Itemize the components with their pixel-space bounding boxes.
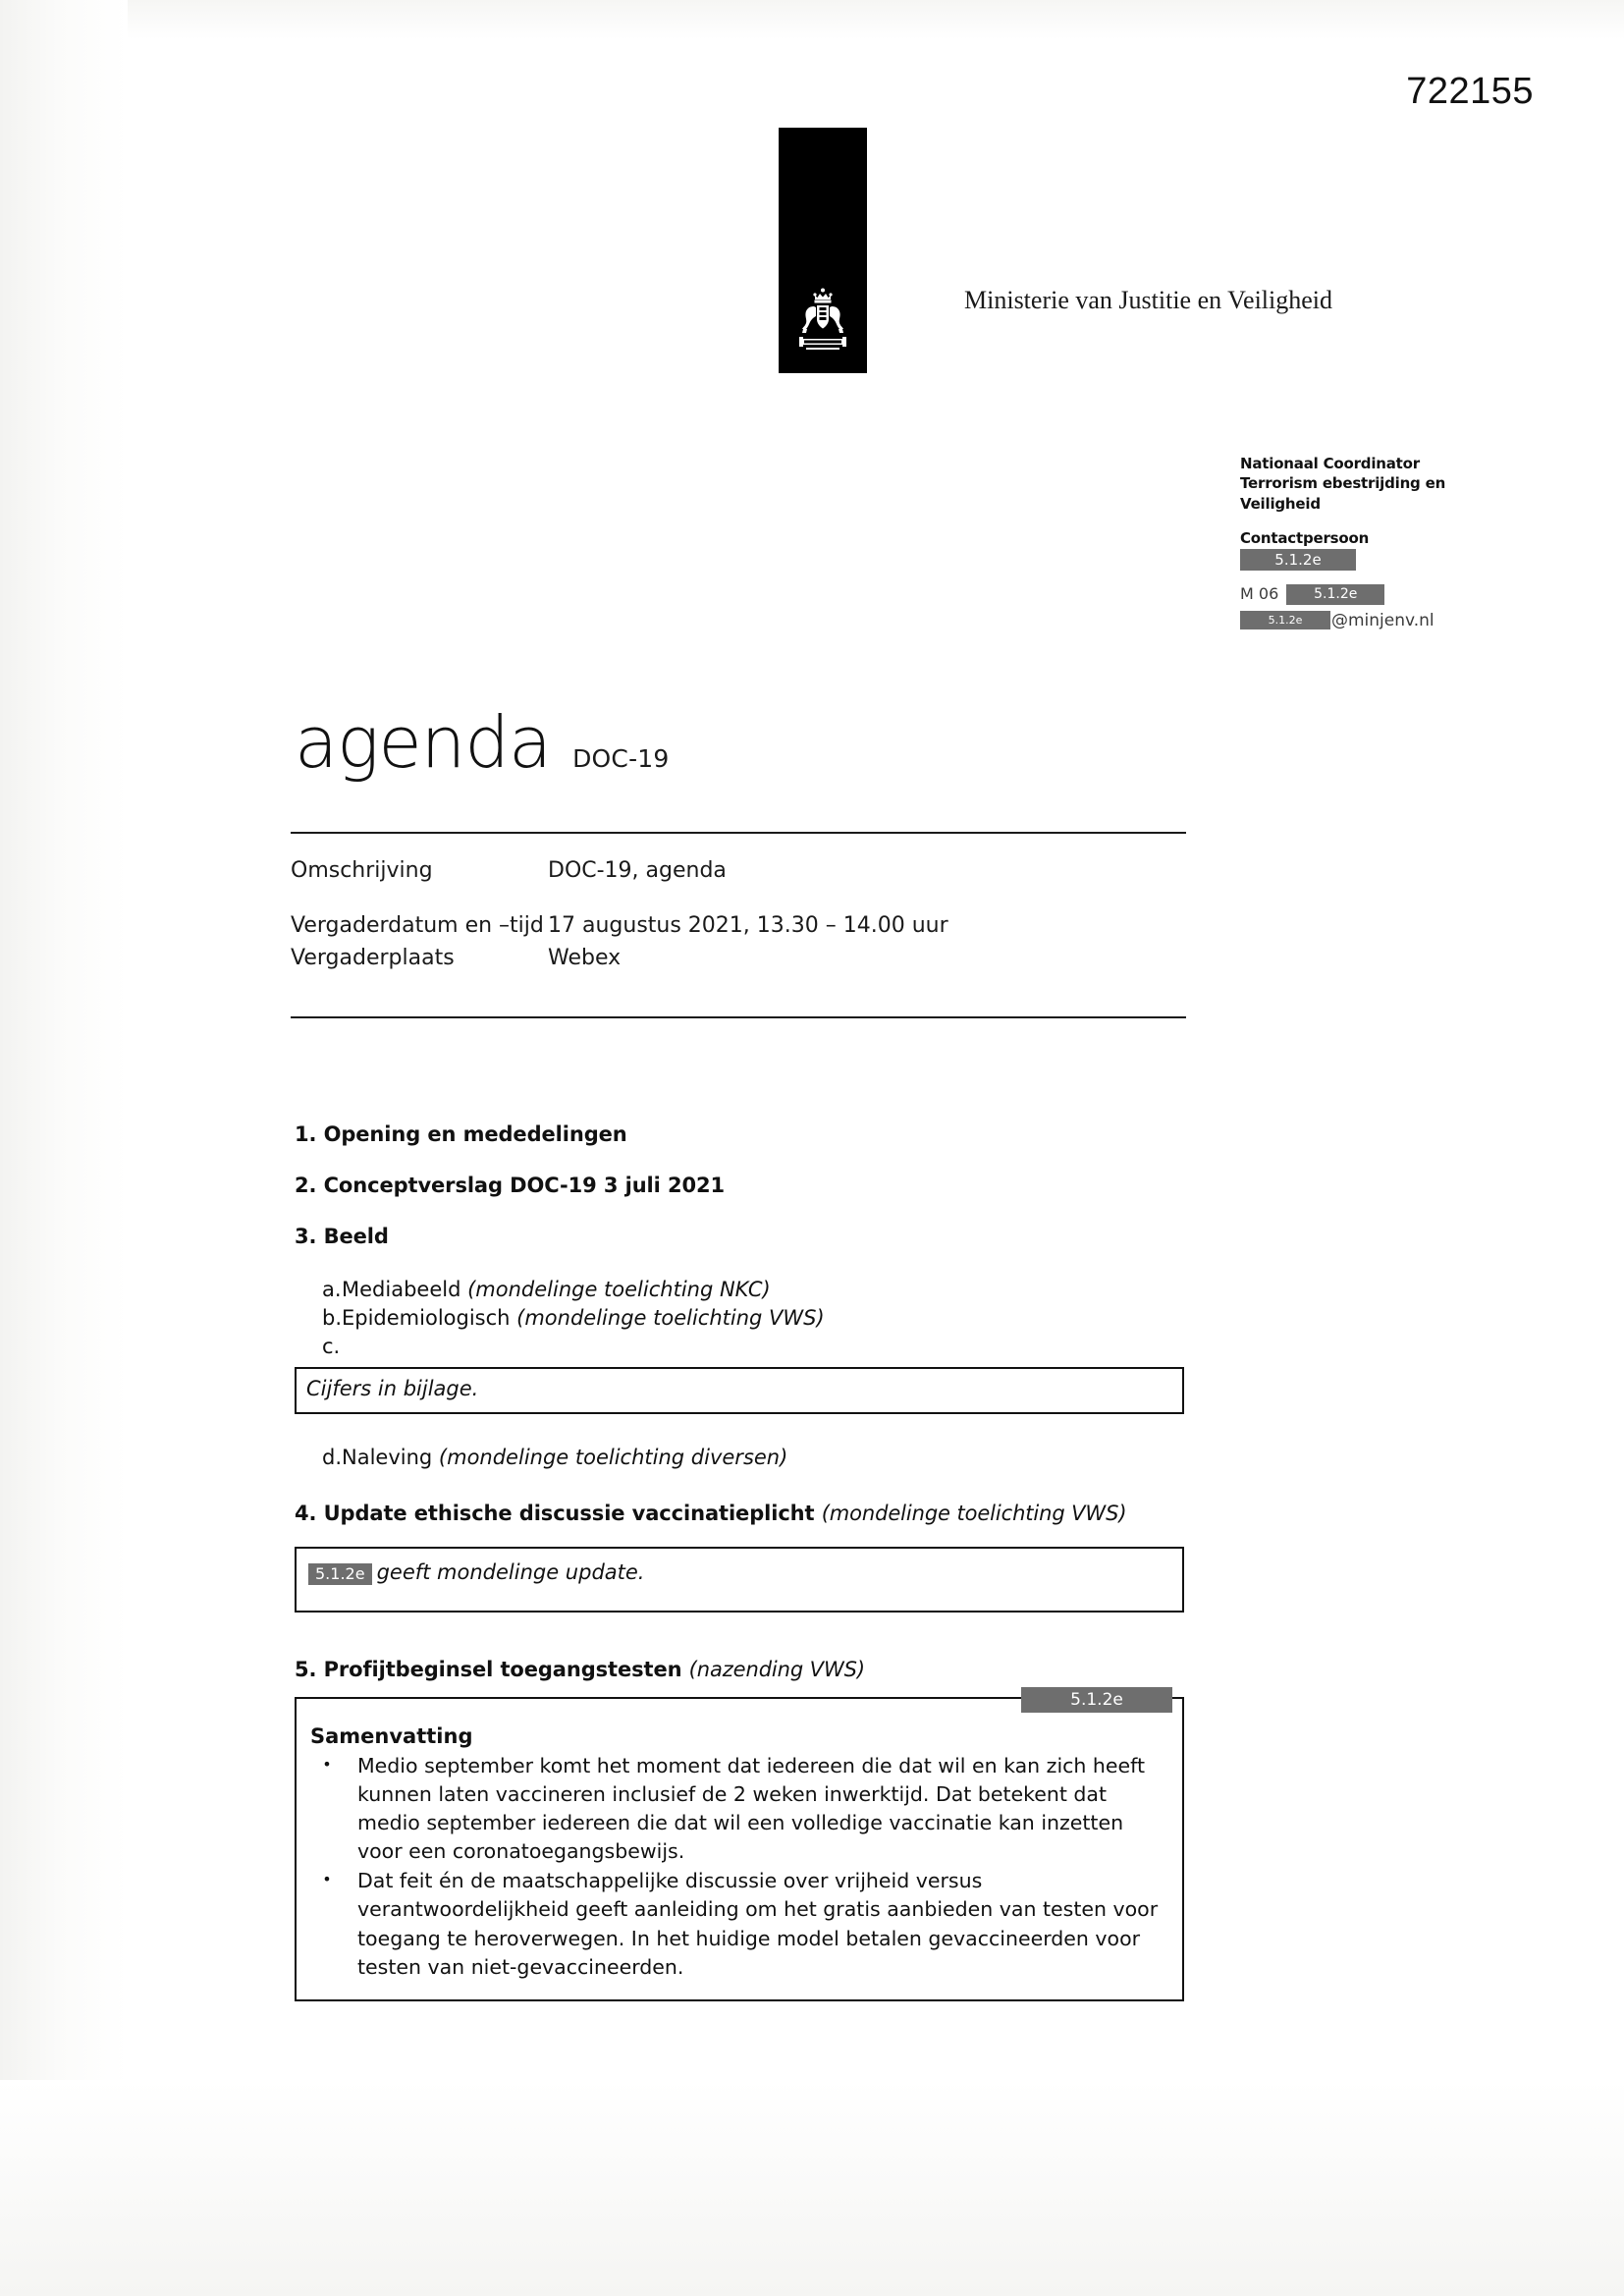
meta-label-group	[291, 911, 548, 972]
meta-value-vergaderdatum: 17 augustus 2021, 13.30 – 14.00 uur	[548, 913, 948, 939]
sub-item-b-note: (mondelinge toelichting VWS)	[516, 1305, 825, 1330]
department-contact-block	[1240, 454, 1515, 630]
sub-item-c	[295, 1333, 1198, 1361]
list-item	[297, 1752, 1182, 1866]
bullet-icon: •	[322, 1870, 332, 1889]
summary-title: Samenvatting	[310, 1723, 473, 1748]
scan-shadow-bottom	[0, 2080, 1624, 2296]
meta-row-datum-plaats	[291, 911, 1194, 972]
department-name-line-1: Nationaal Coordinator	[1240, 455, 1420, 472]
scan-shadow-left	[0, 0, 128, 2296]
sub-item-c-marker: c.	[322, 1334, 341, 1358]
callout-update-text: geeft mondelinge update.	[376, 1559, 645, 1584]
agenda-item-4-note: (mondelinge toelichting VWS)	[821, 1501, 1127, 1525]
contact-phone-prefix: M 06	[1240, 583, 1279, 603]
callout-cijfers-bijlage	[295, 1367, 1184, 1414]
department-name-line-3: Veiligheid	[1240, 494, 1321, 513]
agenda-item-1: 1. Opening en mededelingen	[295, 1122, 627, 1146]
sub-item-b	[295, 1304, 1198, 1333]
sub-item-b-text	[342, 1304, 1198, 1333]
summary-bullet-2: Dat feit én de maatschappelijke discussie over vrijheid versus verantwoordelijkheid geeft aanleiding om het gratis aanbieden van testen voor toegang te heroverwegen. In het huidige model betalen gevaccineerden voor testen van niet-gevaccineerden.	[357, 1869, 1159, 1979]
sub-item-a-marker: a.	[322, 1278, 342, 1301]
callout-samenvatting	[295, 1689, 1184, 2001]
sub-item-a-label: Mediabeeld	[342, 1278, 468, 1301]
sub-item-d-label: Naleving	[342, 1445, 439, 1469]
redaction-email-local: 5.1.2e	[1240, 611, 1330, 629]
meta-value-omschrijving: DOC-19, agenda	[548, 858, 727, 883]
redaction-contact-name: 5.1.2e	[1240, 549, 1356, 571]
agenda-item-3: 3. Beeld	[295, 1225, 389, 1248]
summary-bullet-list	[297, 1752, 1182, 1982]
meta-row-omschrijving	[291, 856, 1194, 885]
agenda-item-5-label: 5. Profijtbeginsel toegangstesten	[295, 1657, 689, 1681]
sub-item-d-note: (mondelinge toelichting diversen)	[438, 1445, 788, 1469]
sub-item-d-text	[342, 1444, 1198, 1472]
sub-item-d	[295, 1444, 1198, 1472]
divider-bottom	[291, 1016, 1186, 1018]
bullet-icon: •	[322, 1754, 332, 1774]
agenda-body	[295, 1122, 1198, 2001]
sub-item-a-text	[342, 1276, 1198, 1304]
sub-item-c-text	[342, 1333, 1198, 1361]
meta-label-vergaderplaats: Vergaderplaats	[291, 945, 455, 970]
agenda-item-4	[295, 1502, 1198, 1525]
sub-item-b-marker: b.	[322, 1305, 343, 1330]
spacer	[295, 1613, 1198, 1658]
agenda-item-2: 2. Conceptverslag DOC-19 3 juli 2021	[295, 1174, 726, 1197]
sub-item-b-label: Epidemiologisch	[342, 1305, 517, 1330]
meta-value-group	[548, 911, 1194, 972]
document-title-wrap	[295, 701, 670, 784]
meta-table	[291, 856, 1194, 972]
redaction-callout-update: 5.1.2e	[308, 1563, 372, 1585]
redaction-phone-number: 5.1.2e	[1286, 584, 1384, 605]
agenda-item-5	[295, 1658, 1198, 1681]
contact-phone-row	[1240, 584, 1515, 605]
sub-item-a-note: (mondelinge toelichting NKC)	[467, 1278, 771, 1301]
list-item	[297, 1867, 1182, 1981]
department-name-line-2: Terrorism ebestrijding en	[1240, 474, 1446, 493]
page-title: agenda	[295, 701, 552, 784]
spacer	[295, 1414, 1198, 1444]
divider-top	[291, 832, 1186, 834]
spacer	[295, 1472, 1198, 1502]
sub-item-a	[295, 1276, 1198, 1304]
scan-shadow-top	[0, 0, 1624, 39]
callout-update	[295, 1547, 1184, 1613]
agenda-item-5-note: (nazending VWS)	[688, 1657, 865, 1681]
redaction-summary-header: 5.1.2e	[1021, 1687, 1172, 1713]
summary-bullet-1: Medio september komt het moment dat iedereen die dat wil en kan zich heeft kunnen laten vaccineren inclusief de 2 weken inwerktijd. Dat betekent dat medio september iedereen die dat wil een volledige vaccinatie kan inzetten voor een coronatoegangsbewijs.	[357, 1753, 1146, 1864]
agenda-item-3-sublist-continued	[295, 1444, 1198, 1472]
meta-label-omschrijving: Omschrijving	[291, 858, 433, 883]
sub-item-d-marker: d.	[322, 1445, 343, 1469]
contact-email-row	[1240, 611, 1515, 630]
meta-label-vergaderdatum: Vergaderdatum en –tijd	[291, 913, 544, 939]
department-name	[1240, 454, 1515, 514]
ministry-logo-block	[779, 128, 867, 373]
agenda-item-4-label: 4. Update ethische discussie vaccinatieplicht	[295, 1501, 822, 1525]
meta-value-vergaderplaats: Webex	[548, 945, 622, 970]
dutch-coat-of-arms-icon	[794, 287, 851, 357]
contact-person-label: Contactpersoon	[1240, 528, 1370, 547]
callout-cijfers-text: Cijfers in bijlage.	[306, 1376, 479, 1400]
page-title-suffix: DOC-19	[572, 744, 670, 773]
page-number: 722155	[1406, 71, 1534, 112]
contact-email-domain: @minjenv.nl	[1331, 610, 1435, 630]
agenda-item-3-sublist	[295, 1276, 1198, 1361]
ministry-name: Ministerie van Justitie en Veiligheid	[964, 286, 1333, 314]
